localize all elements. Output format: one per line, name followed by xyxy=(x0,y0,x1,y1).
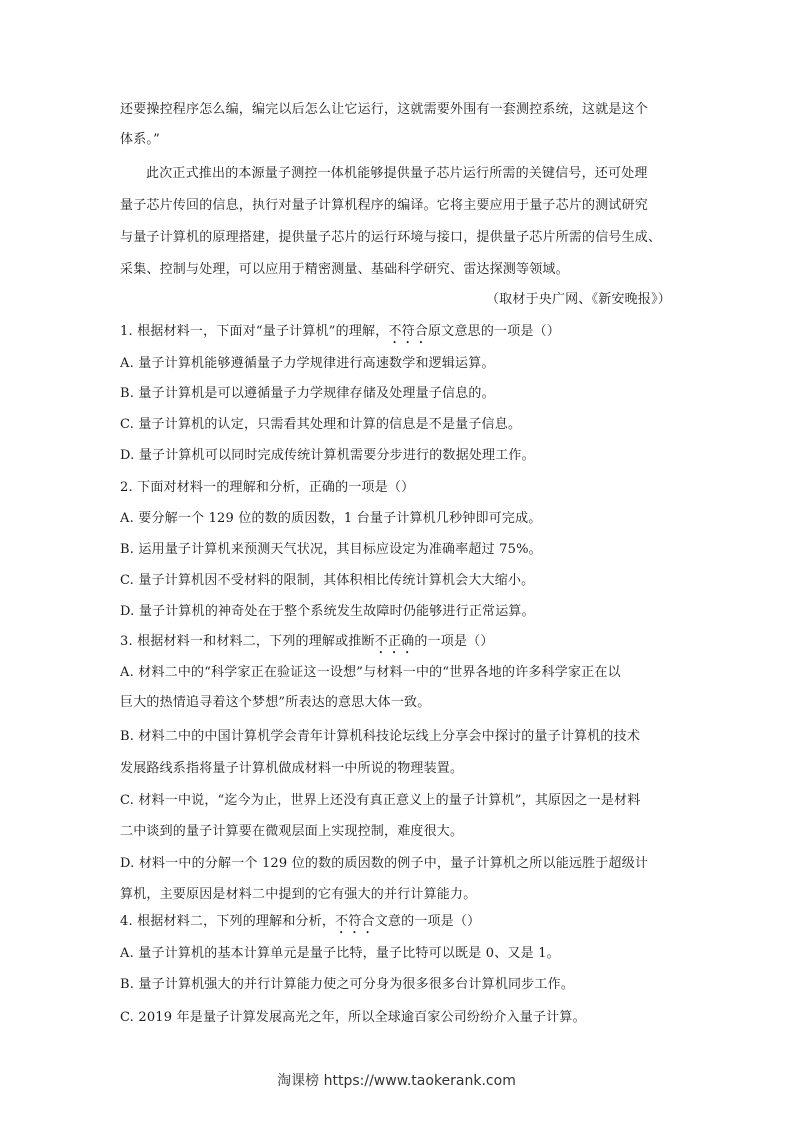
option-b: B. 运用量子计算机来预测天气状况，其目标应设定为准确率超过 75%。 xyxy=(120,542,542,557)
option-c: C. 2019 年是量子计算发展高光之年，所以全球逾百家公司纷纷介入量子计算。 xyxy=(120,1010,586,1025)
question-4-stem: 4. 根据材料二，下列的理解和分析，不符合文意的一项是（） xyxy=(120,914,481,929)
option-b-cont: 发展路线系指将量子计算机做成材料一中所说的物理装置。 xyxy=(120,761,464,776)
option-c: C. 量子计算机的认定，只需看其处理和计算的信息是不是量子信息。 xyxy=(120,417,522,432)
option-a: A. 材料二中的“科学家正在验证这一设想”与材料一中的“世界各地的许多科学家正在以 xyxy=(120,665,621,680)
emphasis-text: 不符合 xyxy=(335,914,375,929)
option-b: B. 量子计算机是可以遵循量子力学规律存储及处理量子信息的。 xyxy=(120,386,495,401)
passage-line: 体系。” xyxy=(120,132,160,147)
footer-watermark: 淘课榜 https://www.taokerank.com xyxy=(277,1073,516,1089)
option-a: A. 量子计算机的基本计算单元是量子比特，量子比特可以既是 0、又是 1。 xyxy=(120,946,560,961)
question-1-stem: 1. 根据材料一，下面对“量子计算机”的理解，不符合原文意思的一项是（） xyxy=(120,324,561,339)
option-a-cont: 巨大的热情追寻着这个梦想”所表达的意思大体一致。 xyxy=(120,695,431,710)
option-d-cont: 算机，主要原因是材料二中提到的它有强大的并行计算能力。 xyxy=(120,887,477,902)
question-2-stem: 2. 下面对材料一的理解和分析，正确的一项是（） xyxy=(120,480,415,495)
option-d: D. 材料一中的分解一个 129 位的数的质因数的例子中，量子计算机之所以能远胜于超级计 xyxy=(120,856,649,871)
option-c: C. 材料一中说，“迄今为止，世界上还没有真正意义上的量子计算机”，其原因之一是材料 xyxy=(120,793,641,808)
option-d: D. 量子计算机可以同时完成传统计算机需要分步进行的数据处理工作。 xyxy=(120,448,535,463)
passage-line: 与量子计算机的原理搭建，提供量子芯片的运行环境与接口，提供量子芯片所需的信号生成、 xyxy=(120,230,662,245)
passage-line: 此次正式推出的本源量子测控一体机能够提供量子芯片运行所需的关键信号，还可处理 xyxy=(146,166,648,181)
passage-line: 采集、控制与处理，可以应用于精密测量、基础科学研究、雷达探测等领域。 xyxy=(120,262,569,277)
option-c-cont: 二中谈到的量子计算要在微观层面上实现控制，难度很大。 xyxy=(120,824,464,839)
option-a: A. 量子计算机能够遵循量子力学规律进行高速数学和逻辑运算。 xyxy=(120,356,495,371)
option-b: B. 量子计算机强大的并行计算能力使之可分身为很多很多台计算机同步工作。 xyxy=(120,977,575,992)
passage-line: 还要操控程序怎么编，编完以后怎么让它运行，这就需要外围有一套测控系统，这就是这个 xyxy=(120,102,649,117)
option-c: C. 量子计算机因不受材料的限制，其体积相比传统计算机会大大缩小。 xyxy=(120,573,535,588)
question-3-stem: 3. 根据材料一和材料二，下列的理解或推断不正确的一项是（） xyxy=(120,634,494,649)
option-a: A. 要分解一个 129 位的数的质因数，1 台量子计算机几秒钟即可完成。 xyxy=(120,511,542,526)
source-citation: （取材于央广网、《新安晚报》） xyxy=(485,292,671,307)
option-d: D. 量子计算机的神奇处在于整个系统发生故障时仍能够进行正常运算。 xyxy=(120,604,535,619)
option-b: B. 材料二中的中国计算机学会青年计算机科技论坛线上分享会中探讨的量子计算机的技术 xyxy=(120,729,641,744)
passage-line: 量子芯片传回的信息，执行对量子计算机程序的编译。它将主要应用于量子芯片的测试研究 xyxy=(120,198,649,213)
emphasis-text: 不正确 xyxy=(374,634,415,649)
emphasis-text: 不符合 xyxy=(388,324,429,339)
